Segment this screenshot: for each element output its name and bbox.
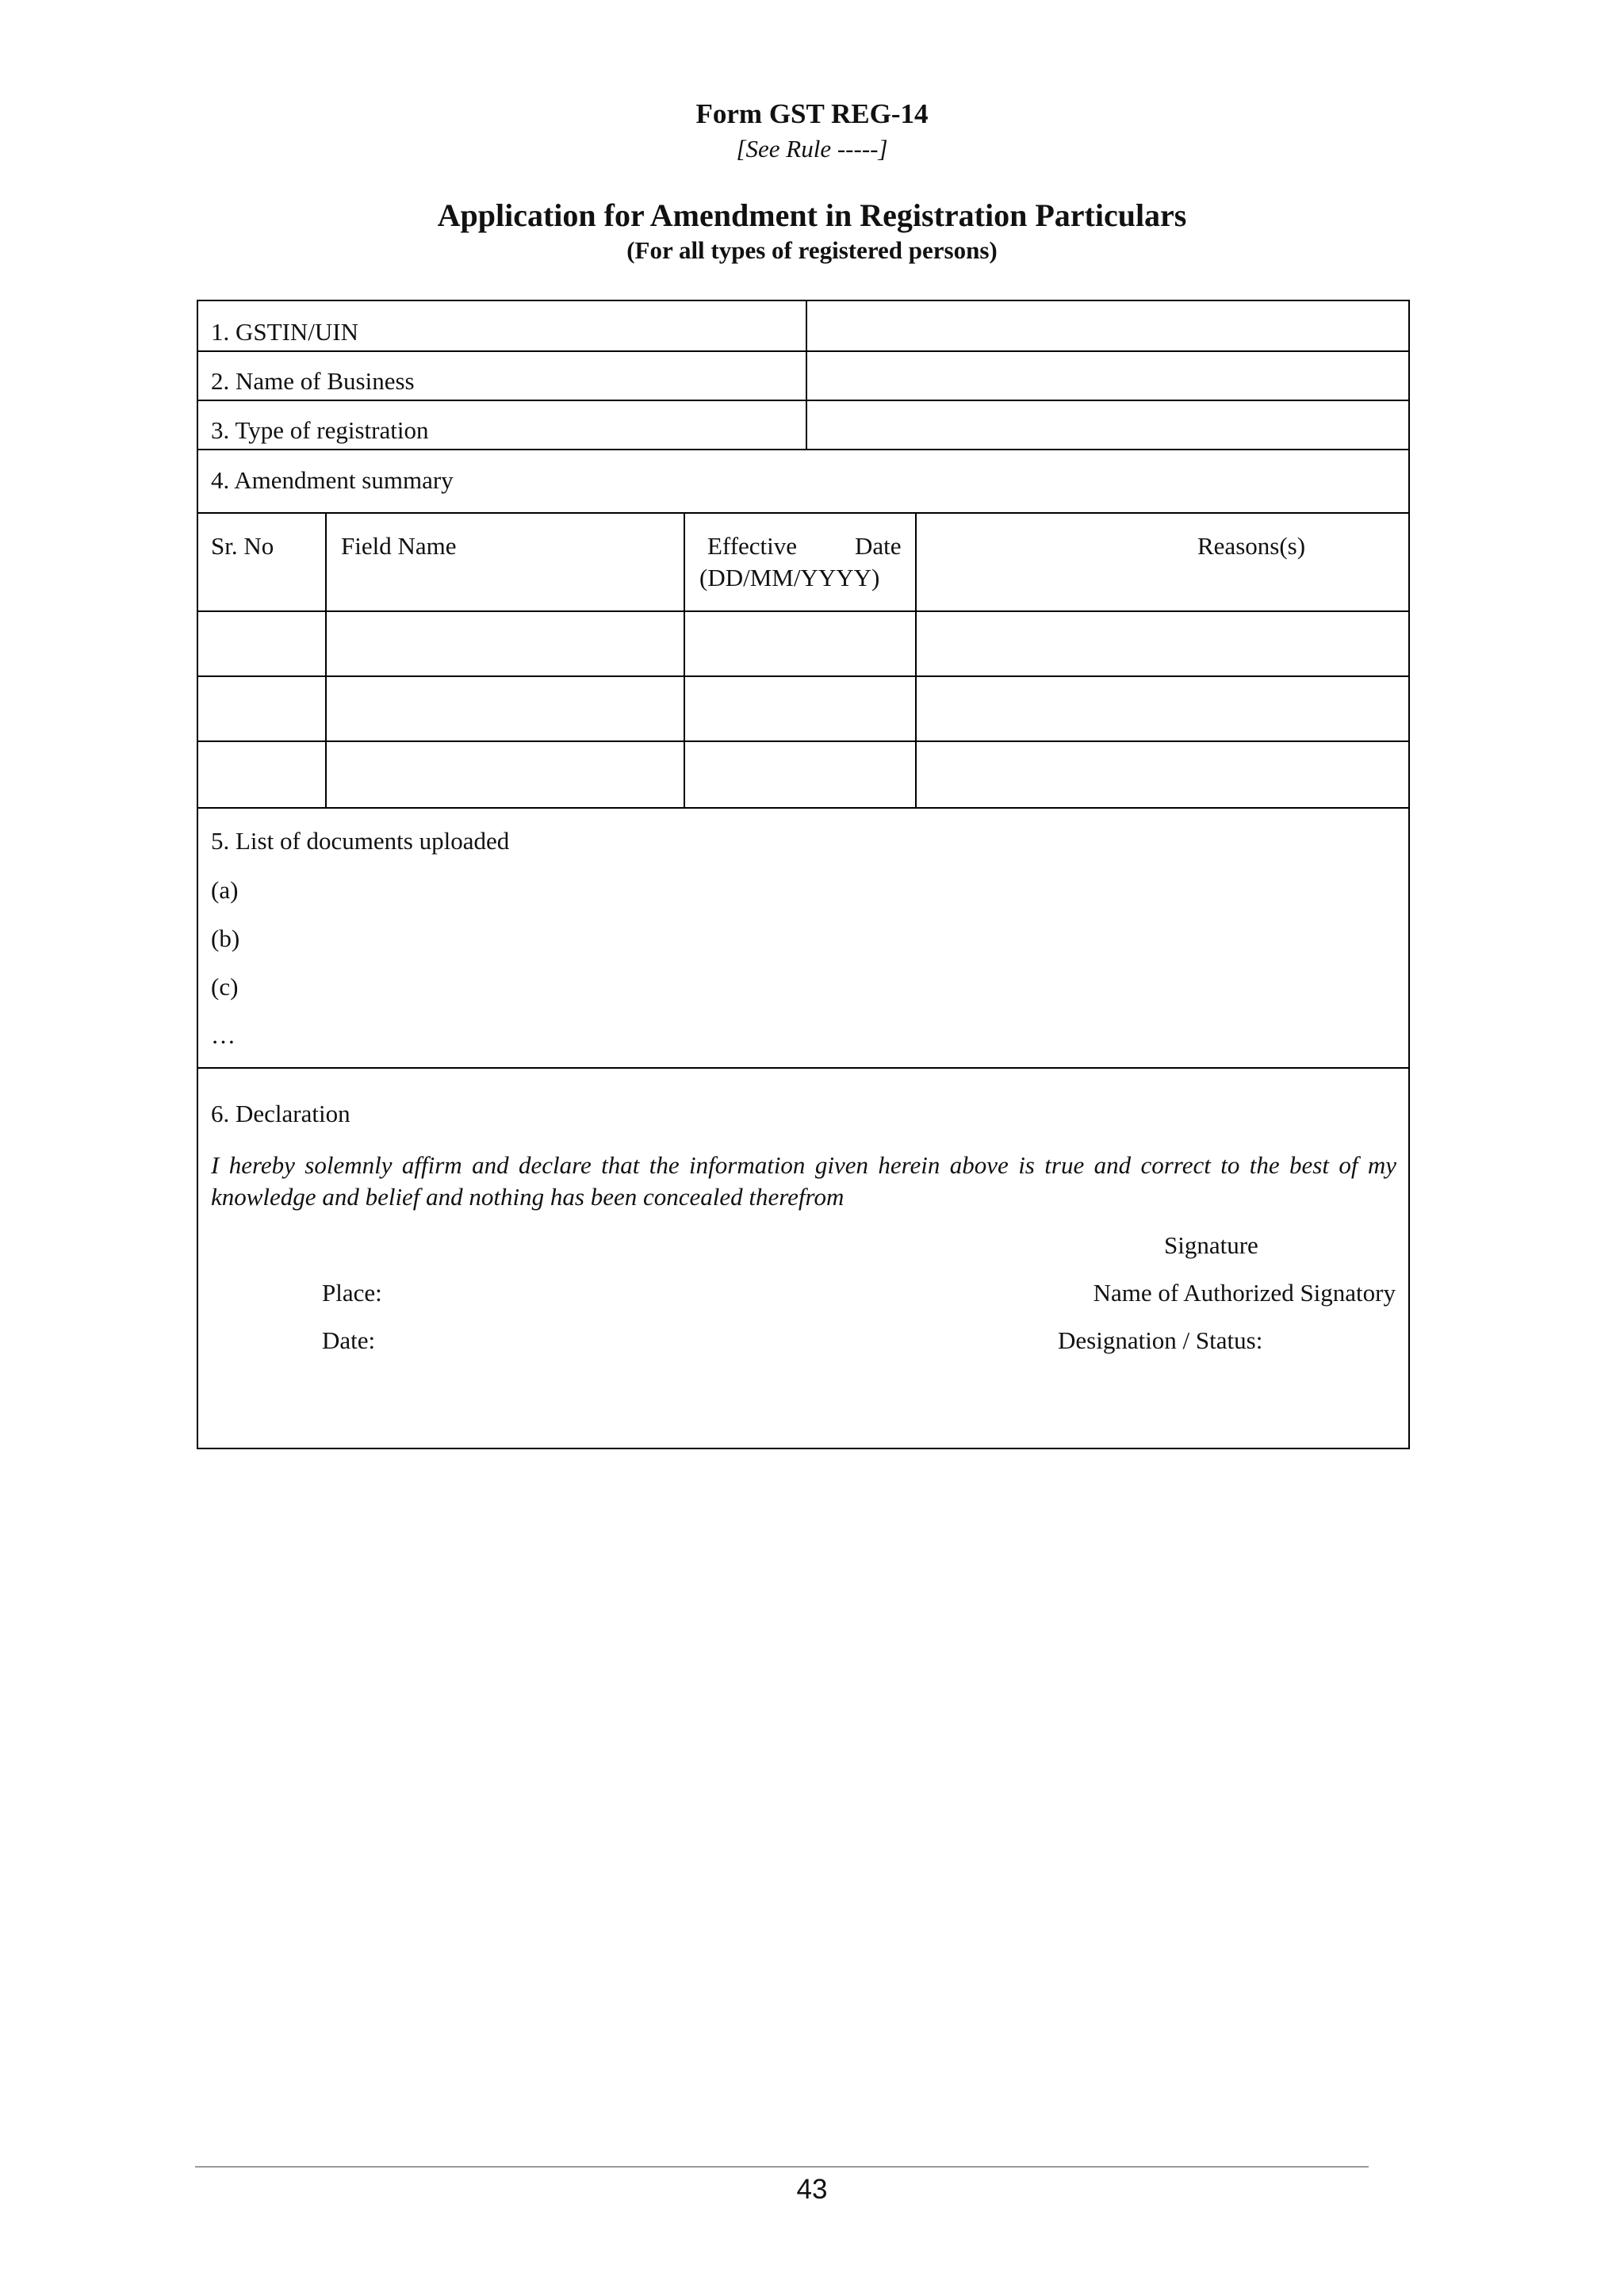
document-item-ellipsis: … [211,1021,236,1049]
row-divider [198,610,1408,612]
form-title: Form GST REG-14 [695,98,929,129]
effective-date-format: (DD/MM/YYYY) [699,564,880,591]
business-name-label: 2. Name of Business [211,367,415,395]
page-title: Application for Amendment in Registration Particulars [437,197,1187,233]
designation-label: Designation / Status: [1058,1326,1263,1354]
row-divider [198,400,1408,401]
column-divider [915,512,917,807]
footer-divider [195,2166,1369,2168]
document-item-c: (c) [211,973,239,1001]
declaration-text: I hereby solemnly affirm and declare that the information given herein above is true and correct to the best of my knowledge and belief and nothing has been concealed therefrom [211,1151,1396,1211]
gstin-label: 1. GSTIN/UIN [211,318,358,346]
column-divider [806,301,807,449]
signatory-name-label: Name of Authorized Signatory [1093,1279,1396,1307]
effective-date-header: Effective [707,532,798,560]
application-form [197,300,1410,1449]
field-name-header: Field Name [341,532,457,560]
page-number: 43 [796,2174,828,2205]
column-divider [684,512,685,807]
signature-label: Signature [1164,1231,1258,1259]
row-divider [198,350,1408,352]
date-label: Date: [322,1326,376,1354]
row-divider [198,740,1408,742]
document-item-a: (a) [211,876,239,904]
column-divider [325,512,327,807]
amendment-summary-label: 4. Amendment summary [211,466,454,494]
row-divider [198,1067,1408,1069]
row-divider [198,807,1408,809]
row-divider [198,675,1408,677]
place-label: Place: [322,1279,382,1307]
row-divider [198,512,1408,514]
effective-date-header-date: Date [855,532,902,560]
rule-reference: [See Rule -----] [736,135,888,163]
reasons-header: Reasons(s) [1197,532,1306,560]
registration-type-label: 3. Type of registration [211,416,429,444]
document-item-b: (b) [211,924,240,952]
sr-no-header: Sr. No [211,532,274,560]
declaration-heading: 6. Declaration [211,1100,350,1127]
page-subtitle: (For all types of registered persons) [626,236,998,264]
row-divider [198,449,1408,450]
documents-heading: 5. List of documents uploaded [211,827,510,855]
